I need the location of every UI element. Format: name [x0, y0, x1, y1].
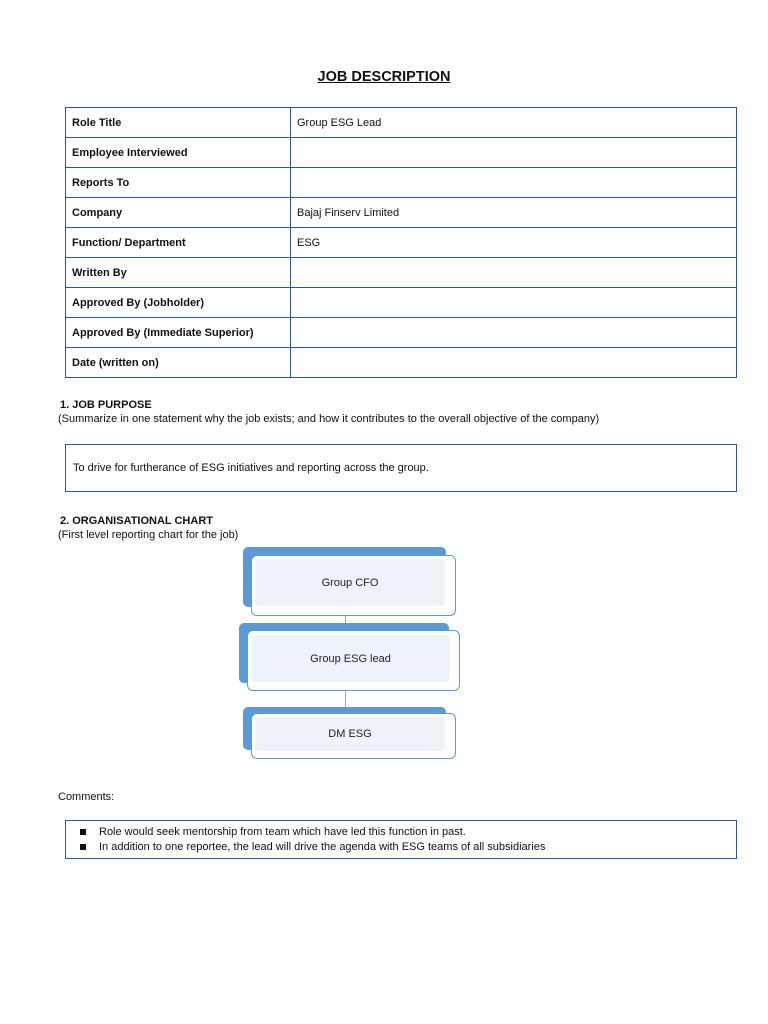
row-value: Group ESG Lead	[291, 108, 737, 138]
row-label: Employee Interviewed	[66, 138, 291, 168]
table-row	[66, 288, 737, 318]
row-value	[291, 138, 737, 168]
org-chart-instruction: (First level reporting chart for the job)	[58, 529, 239, 541]
table-row	[66, 318, 737, 348]
row-value	[291, 348, 737, 378]
row-label: Function/ Department	[66, 228, 291, 258]
job-purpose-section	[58, 399, 599, 425]
table-row	[66, 168, 737, 198]
table-row	[66, 198, 737, 228]
org-node-label: Group ESG lead	[251, 635, 450, 682]
row-value	[291, 168, 737, 198]
row-label: Approved By (Immediate Superior)	[66, 318, 291, 348]
table-row	[66, 228, 737, 258]
row-label: Written By	[66, 258, 291, 288]
comments-box	[65, 820, 737, 859]
comment-text: Role would seek mentorship from team which have led this function in past.	[99, 826, 466, 838]
job-purpose-box	[65, 444, 737, 492]
row-value: Bajaj Finserv Limited	[291, 198, 737, 228]
row-label: Reports To	[66, 168, 291, 198]
comments-list	[80, 825, 545, 855]
connector-line	[345, 691, 346, 708]
bullet-icon	[80, 844, 86, 850]
list-item	[80, 840, 545, 855]
org-node-label: Group CFO	[255, 559, 445, 606]
row-value	[291, 318, 737, 348]
list-item	[80, 825, 545, 840]
comment-text: In addition to one reportee, the lead will drive the agenda with ESG teams of all subsidiaries	[99, 841, 546, 853]
job-purpose-instruction: (Summarize in one statement why the job exists; and how it contributes to the overall objective of the company)	[58, 413, 600, 425]
comments-label: Comments:	[58, 791, 115, 803]
row-value	[291, 288, 737, 318]
row-value: ESG	[291, 228, 737, 258]
table-row	[66, 258, 737, 288]
job-purpose-heading: 1. JOB PURPOSE	[60, 399, 152, 411]
row-label: Company	[66, 198, 291, 228]
bullet-icon	[80, 829, 86, 835]
org-node-label: DM ESG	[255, 717, 445, 751]
job-purpose-text: To drive for furtherance of ESG initiatives and reporting across the group.	[73, 462, 429, 474]
table-row	[66, 138, 737, 168]
page-title: JOB DESCRIPTION	[317, 69, 451, 85]
job-info-table	[65, 107, 737, 378]
table-row	[66, 108, 737, 138]
org-chart-heading: 2. ORGANISATIONAL CHART	[60, 515, 213, 527]
row-label: Approved By (Jobholder)	[66, 288, 291, 318]
row-label: Date (written on)	[66, 348, 291, 378]
org-chart-section	[58, 515, 238, 541]
row-value	[291, 258, 737, 288]
table-row	[66, 348, 737, 378]
row-label: Role Title	[66, 108, 291, 138]
